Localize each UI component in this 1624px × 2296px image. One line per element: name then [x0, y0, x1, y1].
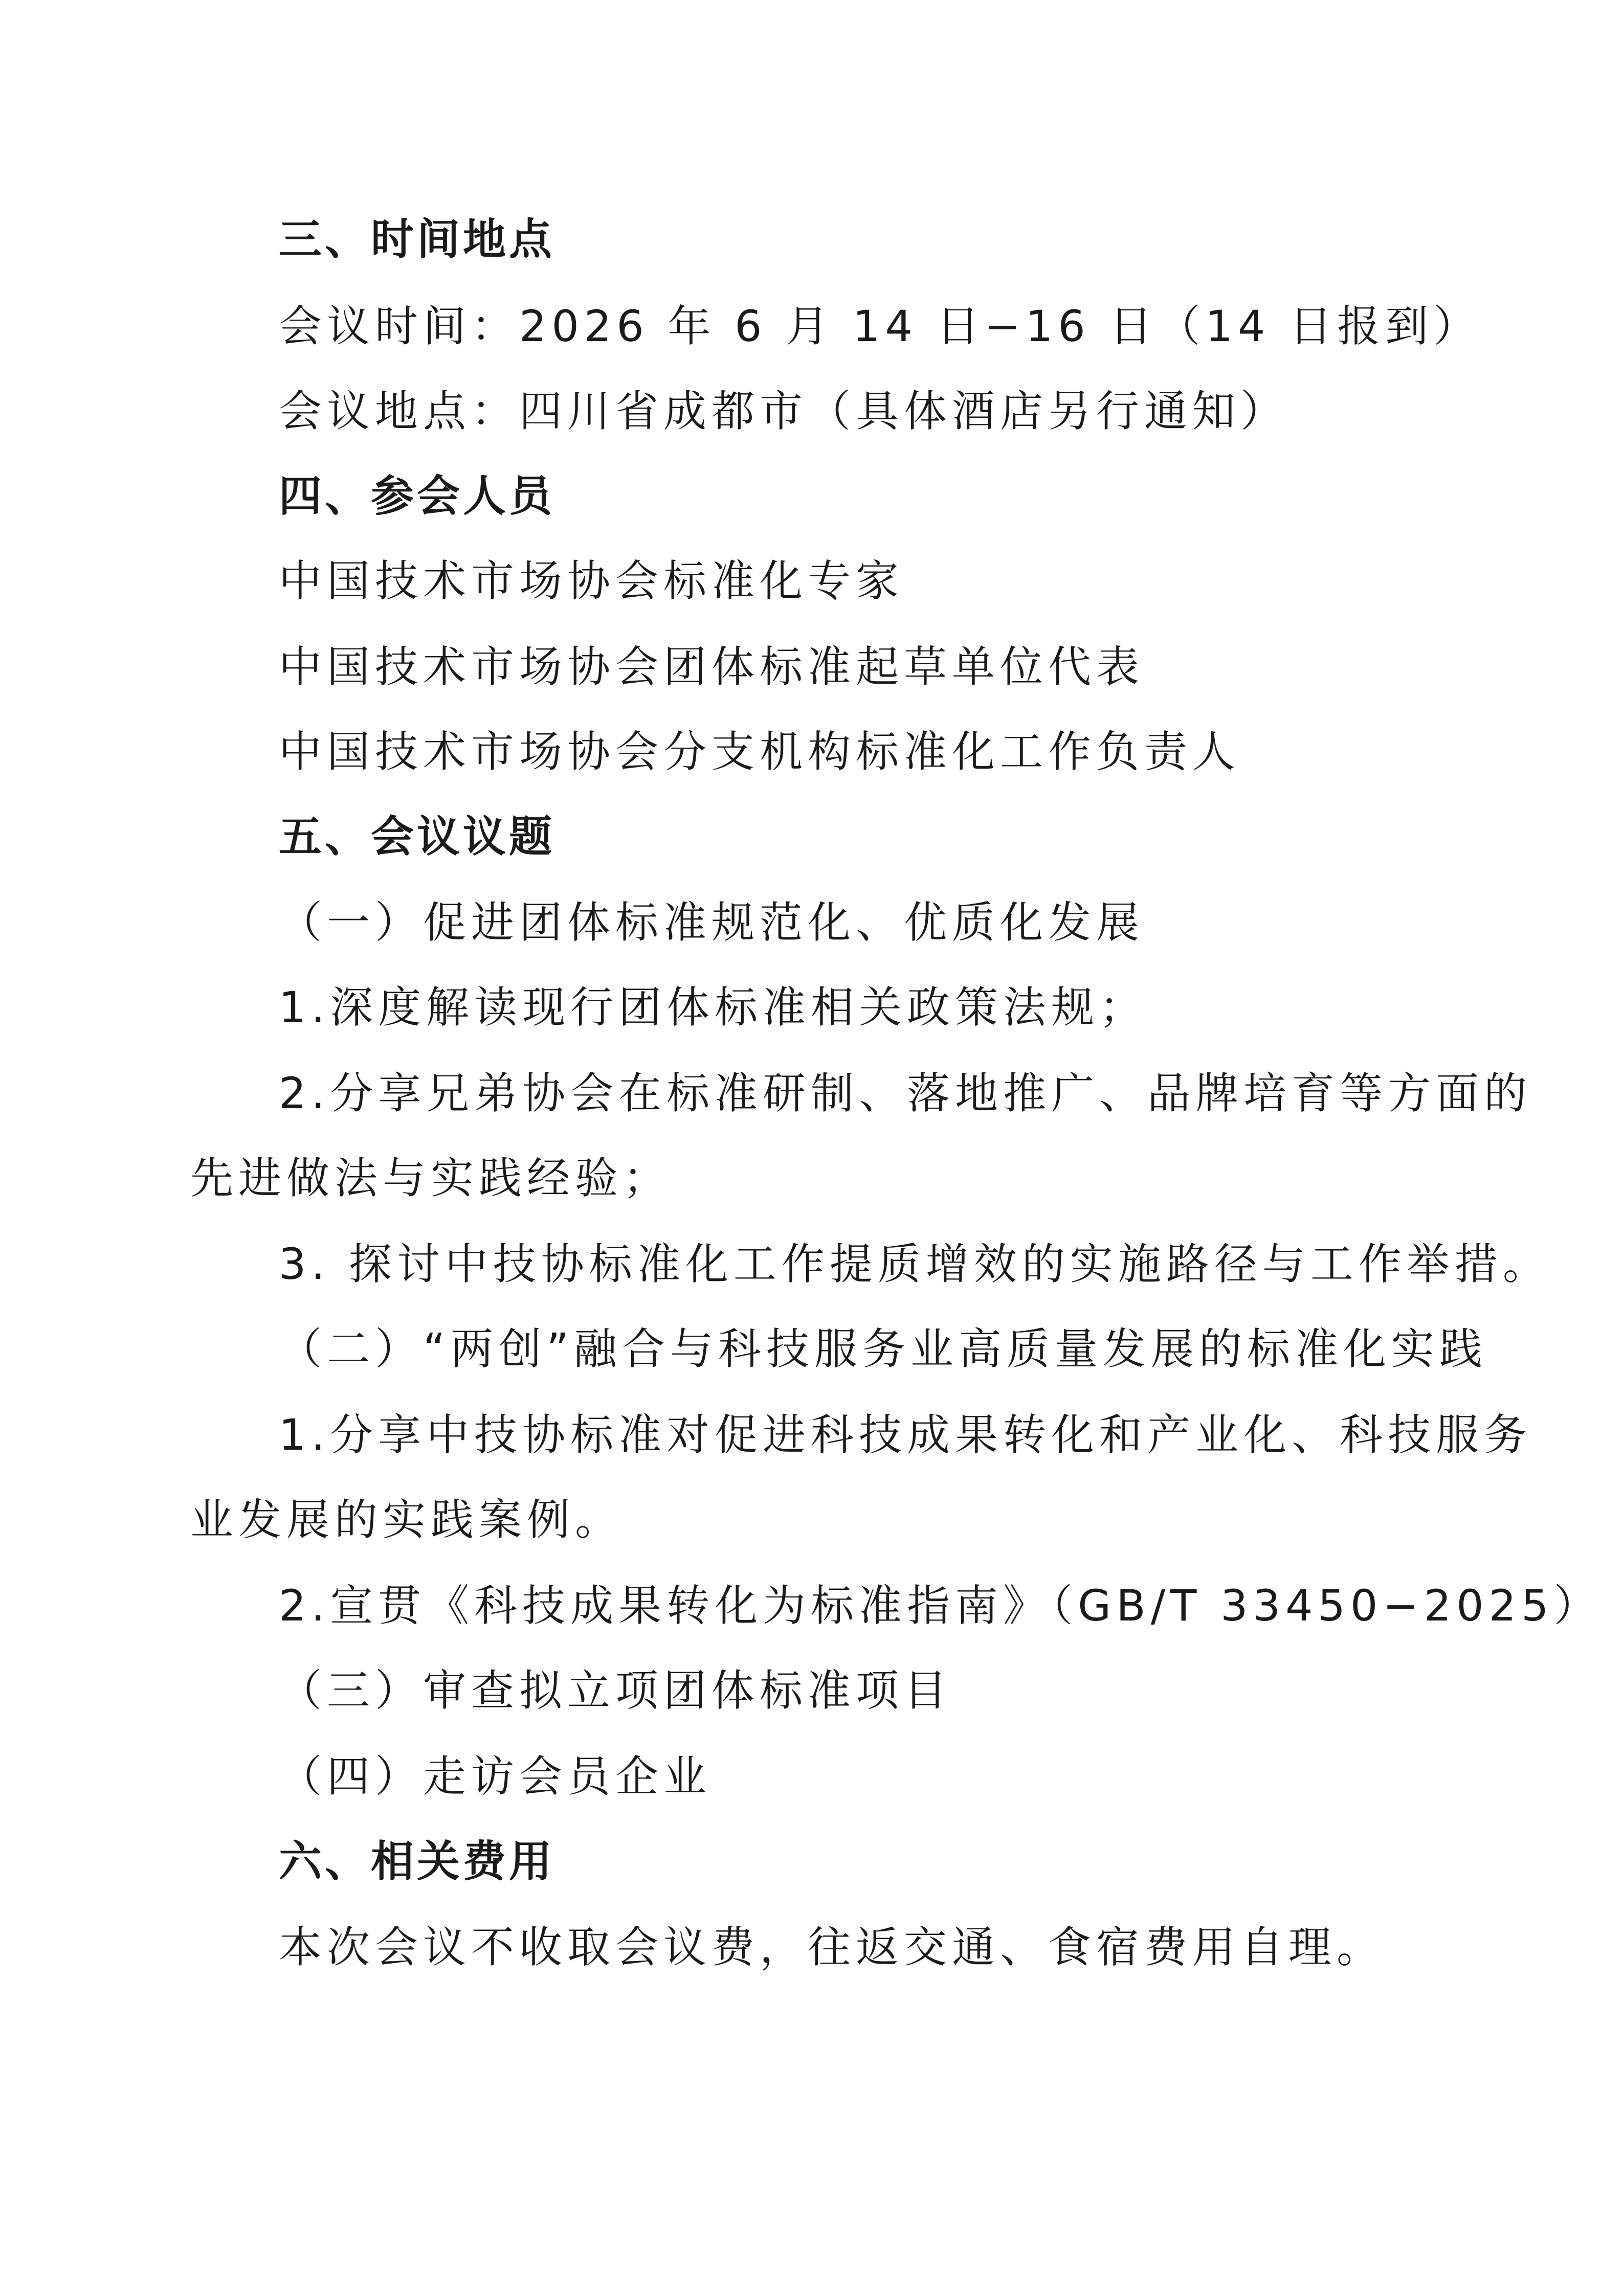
section-heading-attendees: 四、参会人员 [279, 471, 555, 521]
topic-sub2-item2: 2.宣贯《科技成果转化为标准指南》（GB/T 33450−2025） [279, 1581, 1602, 1631]
section-heading-time-place: 三、时间地点 [279, 214, 555, 264]
attendee-item: 中国技术市场协会标准化专家 [279, 556, 904, 606]
meeting-place: 会议地点：四川省成都市（具体酒店另行通知） [279, 386, 1289, 436]
topic-sub1-item2-line2: 先进做法与实践经验； [190, 1153, 672, 1203]
attendee-item: 中国技术市场协会团体标准起草单位代表 [279, 642, 1145, 692]
topic-sub1-item1: 1.深度解读现行团体标准相关政策法规； [279, 982, 1148, 1032]
topic-sub3-title: （三）审查拟立项团体标准项目 [279, 1665, 952, 1716]
meeting-time: 会议时间：2026 年 6 月 14 日−16 日（14 日报到） [279, 301, 1482, 351]
topic-sub1-item3: 3. 探讨中技协标准化工作提质增效的实施路径与工作举措。 [279, 1239, 1551, 1289]
topic-sub4-title: （四）走访会员企业 [279, 1751, 712, 1802]
topic-sub2-item1-line2: 业发展的实践案例。 [190, 1495, 624, 1545]
attendee-item: 中国技术市场协会分支机构标准化工作负责人 [279, 727, 1241, 777]
topic-sub1-item2-line1: 2.分享兄弟协会在标准研制、落地推广、品牌培育等方面的 [279, 1068, 1532, 1118]
topic-sub1-title: （一）促进团体标准规范化、优质化发展 [279, 897, 1145, 948]
fees-text: 本次会议不收取会议费，往返交通、食宿费用自理。 [279, 1922, 1385, 1972]
section-heading-topics: 五、会议议题 [279, 812, 555, 862]
topic-sub2-item1-line1: 1.分享中技协标准对促进科技成果转化和产业化、科技服务 [279, 1410, 1532, 1460]
section-heading-fees: 六、相关费用 [279, 1836, 555, 1886]
topic-sub2-title: （二）“两创”融合与科技服务业高质量发展的标准化实践 [279, 1324, 1488, 1374]
